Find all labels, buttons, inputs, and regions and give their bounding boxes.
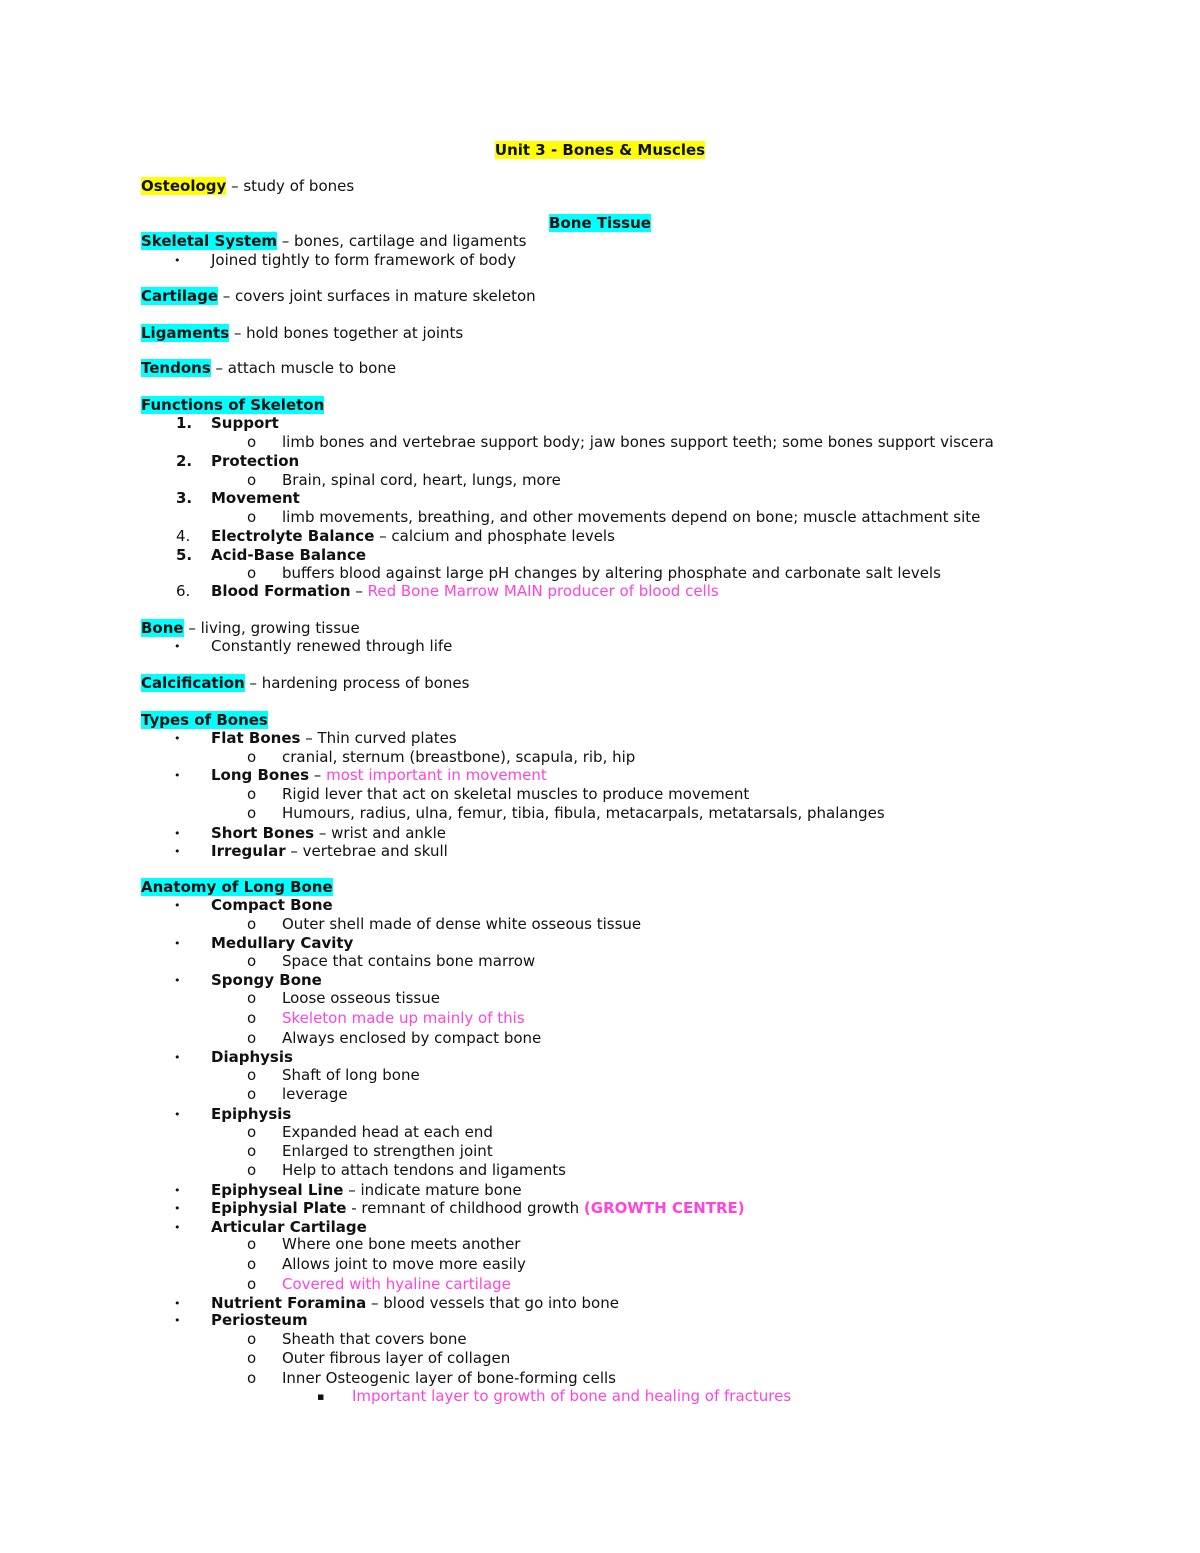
text-line <box>211 729 457 748</box>
text-line <box>141 359 396 378</box>
text-line <box>282 1066 420 1085</box>
text-line <box>141 711 268 730</box>
bold-term: Irregular <box>211 842 286 860</box>
text-line <box>282 989 440 1008</box>
sub-bullet-icon: o <box>247 1085 257 1103</box>
sub-bullet-icon: o <box>247 952 257 970</box>
bold-term: Movement <box>211 489 300 507</box>
bullet-icon: • <box>174 1184 181 1197</box>
bullet-icon: • <box>174 974 181 987</box>
text-line <box>282 952 535 971</box>
line-text: limb bones and vertebrae support body; jaw bones support teeth; some bones support viscera <box>282 433 994 451</box>
line-text: - remnant of childhood growth <box>346 1199 584 1217</box>
sub-bullet-icon: o <box>247 1330 257 1348</box>
text-line <box>211 452 299 471</box>
line-text: Rigid lever that act on skeletal muscles to produce movement <box>282 785 750 803</box>
list-number: 3. <box>176 489 193 507</box>
line-text: Enlarged to strengthen joint <box>282 1142 493 1160</box>
line-text: Sheath that covers bone <box>282 1330 467 1348</box>
line-text: Joined tightly to form framework of body <box>211 251 517 269</box>
bullet-icon: • <box>174 1108 181 1121</box>
line-text: most important in movement <box>326 766 547 784</box>
line-text: Help to attach tendons and ligaments <box>282 1161 566 1179</box>
highlighted-term: Tendons <box>141 359 211 377</box>
line-text: Covered with hyaline cartilage <box>282 1275 511 1293</box>
line-text: – hold bones together at joints <box>229 324 464 342</box>
text-line <box>141 878 333 897</box>
list-number: 6. <box>176 582 191 600</box>
text-line <box>282 1142 493 1161</box>
line-text: – blood vessels that go into bone <box>366 1294 619 1312</box>
list-number: 2. <box>176 452 193 470</box>
line-text: Loose osseous tissue <box>282 989 440 1007</box>
bold-term: Periosteum <box>211 1311 308 1329</box>
line-text: Outer shell made of dense white osseous tissue <box>282 915 642 933</box>
bold-term: Flat Bones <box>211 729 301 747</box>
line-text: – indicate mature bone <box>343 1181 522 1199</box>
bold-term: Blood Formation <box>211 582 351 600</box>
line-text: Always enclosed by compact bone <box>282 1029 542 1047</box>
text-line <box>211 842 448 861</box>
bold-term: Electrolyte Balance <box>211 527 375 545</box>
line-text: Shaft of long bone <box>282 1066 420 1084</box>
line-text: – bones, cartilage and ligaments <box>277 232 527 250</box>
line-text: – wrist and ankle <box>314 824 446 842</box>
text-line <box>282 508 980 527</box>
text-line <box>211 1048 293 1067</box>
text-line <box>211 1311 308 1330</box>
bold-term: Medullary Cavity <box>211 934 354 952</box>
page-title-text: Unit 3 - Bones & Muscles <box>494 141 706 159</box>
line-text: Space that contains bone marrow <box>282 952 536 970</box>
line-text: limb movements, breathing, and other movements depend on bone; muscle attachment site <box>282 508 981 526</box>
bullet-icon: • <box>174 827 181 840</box>
text-line <box>141 287 536 306</box>
highlighted-term: Anatomy of Long Bone <box>141 878 333 896</box>
text-line <box>282 915 641 934</box>
text-line <box>211 824 446 843</box>
line-text: – covers joint surfaces in mature skeleton <box>218 287 536 305</box>
line-text: Where one bone meets another <box>282 1235 521 1253</box>
line-text: Inner Osteogenic layer of bone-forming cells <box>282 1369 616 1387</box>
line-text: – living, growing tissue <box>183 619 360 637</box>
sub-bullet-icon: o <box>247 1142 257 1160</box>
line-text: – hardening process of bones <box>244 674 470 692</box>
bold-term: Short Bones <box>211 824 315 842</box>
line-text: leverage <box>282 1085 348 1103</box>
bullet-icon: • <box>174 937 181 950</box>
sub-bullet-icon: o <box>247 748 257 766</box>
line-text: Humours, radius, ulna, femur, tibia, fibula, metacarpals, metatarsals, phalanges <box>282 804 885 822</box>
text-line <box>282 1123 493 1142</box>
line-text: – <box>350 582 368 600</box>
bullet-icon: • <box>174 732 181 745</box>
highlighted-term: Cartilage <box>141 287 219 305</box>
text-line <box>211 637 452 656</box>
sub-bullet-icon: o <box>247 1369 257 1387</box>
text-line <box>211 934 353 953</box>
bullet-icon: • <box>174 254 181 267</box>
text-line <box>141 619 360 638</box>
bold-term: Spongy Bone <box>211 971 322 989</box>
bold-term: Diaphysis <box>211 1048 293 1066</box>
text-line <box>282 1029 541 1048</box>
line-text: Expanded head at each end <box>282 1123 493 1141</box>
text-line <box>211 766 547 785</box>
sub-bullet-icon: o <box>247 1275 257 1293</box>
bold-term: (GROWTH CENTRE) <box>583 1199 745 1217</box>
bold-term: Long Bones <box>211 766 310 784</box>
text-line <box>282 1275 511 1294</box>
sub-bullet-icon: o <box>247 433 257 451</box>
sub-bullet-icon: o <box>247 1066 257 1084</box>
line-text: – study of bones <box>226 177 355 195</box>
text-line <box>282 748 635 767</box>
text-line <box>211 1105 291 1124</box>
text-line <box>282 564 941 583</box>
text-line <box>282 804 885 823</box>
list-number: 4. <box>176 527 191 545</box>
text-line <box>211 1199 745 1218</box>
sub-bullet-icon: o <box>247 564 257 582</box>
text-line <box>282 1161 566 1180</box>
text-line <box>282 1009 525 1028</box>
line-text: Brain, spinal cord, heart, lungs, more <box>282 471 561 489</box>
line-text: – vertebrae and skull <box>285 842 448 860</box>
bold-term: Epiphyseal Line <box>211 1181 344 1199</box>
bullet-icon: • <box>174 640 181 653</box>
text-line <box>282 785 749 804</box>
line-text: Outer fibrous layer of collagen <box>282 1349 511 1367</box>
text-line <box>282 1085 348 1104</box>
sub-bullet-icon: o <box>247 1029 257 1047</box>
text-line <box>211 582 719 601</box>
text-line <box>141 396 324 415</box>
text-line <box>141 674 469 693</box>
bold-term: Epiphysial Plate <box>211 1199 347 1217</box>
text-line <box>282 433 994 452</box>
highlighted-term: Bone <box>141 619 184 637</box>
text-line <box>282 1235 520 1254</box>
bold-term: Articular Cartilage <box>211 1218 367 1236</box>
highlighted-term: Calcification <box>141 674 245 692</box>
highlighted-term: Skeletal System <box>141 232 278 250</box>
bullet-icon: • <box>174 845 181 858</box>
page-title <box>0 141 1200 160</box>
text-line <box>282 1255 526 1274</box>
bold-term: Protection <box>211 452 300 470</box>
line-text: – <box>309 766 327 784</box>
highlighted-term: Types of Bones <box>141 711 268 729</box>
text-line <box>211 546 366 565</box>
sub-bullet-icon: o <box>247 471 257 489</box>
sub-bullet-icon: o <box>247 1235 257 1253</box>
highlighted-term: Functions of Skeleton <box>141 396 325 414</box>
highlighted-term: Osteology <box>141 177 227 195</box>
text-line <box>282 1349 510 1368</box>
line-text: Important layer to growth of bone and healing of fractures <box>352 1387 792 1405</box>
bullet-icon: • <box>174 1202 181 1215</box>
bullet-icon: • <box>174 1221 181 1234</box>
bold-term: Compact Bone <box>211 896 333 914</box>
sub-bullet-icon: o <box>247 508 257 526</box>
text-line <box>211 1181 522 1200</box>
bullet-icon: • <box>174 769 181 782</box>
line-text: – calcium and phosphate levels <box>374 527 615 545</box>
bullet-icon: • <box>174 1314 181 1327</box>
sub-bullet-icon: o <box>247 1009 257 1027</box>
sub-bullet-icon: o <box>247 1123 257 1141</box>
text-line <box>211 489 300 508</box>
sub-bullet-icon: o <box>247 1161 257 1179</box>
sub-bullet-icon: o <box>247 804 257 822</box>
bullet-icon: • <box>174 1051 181 1064</box>
text-line <box>141 324 463 343</box>
bullet-icon: • <box>174 899 181 912</box>
line-text: – Thin curved plates <box>300 729 457 747</box>
line-text: Constantly renewed through life <box>211 637 453 655</box>
bold-term: Support <box>211 414 279 432</box>
sub-bullet-icon: o <box>247 785 257 803</box>
text-line <box>211 527 615 546</box>
text-line <box>282 1330 467 1349</box>
bold-term: Acid-Base Balance <box>211 546 367 564</box>
highlighted-term: Ligaments <box>141 324 230 342</box>
line-text: buffers blood against large pH changes by altering phosphate and carbonate salt levels <box>282 564 941 582</box>
line-text: – attach muscle to bone <box>210 359 397 377</box>
text-line <box>211 251 516 270</box>
text-line <box>211 414 279 433</box>
text-line <box>211 971 322 990</box>
sub-bullet-icon: o <box>247 989 257 1007</box>
sub-bullet-icon: o <box>247 915 257 933</box>
bullet-icon: • <box>174 1297 181 1310</box>
list-number: 1. <box>176 414 193 432</box>
list-number: 5. <box>176 546 193 564</box>
text-line <box>282 1369 616 1388</box>
line-text: Skeleton made up mainly of this <box>282 1009 525 1027</box>
text-line <box>141 177 354 196</box>
sub-bullet-icon: o <box>247 1349 257 1367</box>
bold-term: Nutrient Foramina <box>211 1294 367 1312</box>
bold-term: Epiphysis <box>211 1105 292 1123</box>
text-line <box>282 471 561 490</box>
text-line <box>211 896 333 915</box>
bullet-icon: ▪ <box>317 1390 325 1403</box>
text-line <box>0 214 1200 233</box>
highlighted-term: Bone Tissue <box>549 214 651 232</box>
text-line <box>141 232 526 251</box>
line-text: Allows joint to move more easily <box>282 1255 526 1273</box>
sub-bullet-icon: o <box>247 1255 257 1273</box>
line-text: Red Bone Marrow MAIN producer of blood cells <box>367 582 719 600</box>
line-text: cranial, sternum (breastbone), scapula, rib, hip <box>282 748 636 766</box>
text-line <box>352 1387 791 1406</box>
